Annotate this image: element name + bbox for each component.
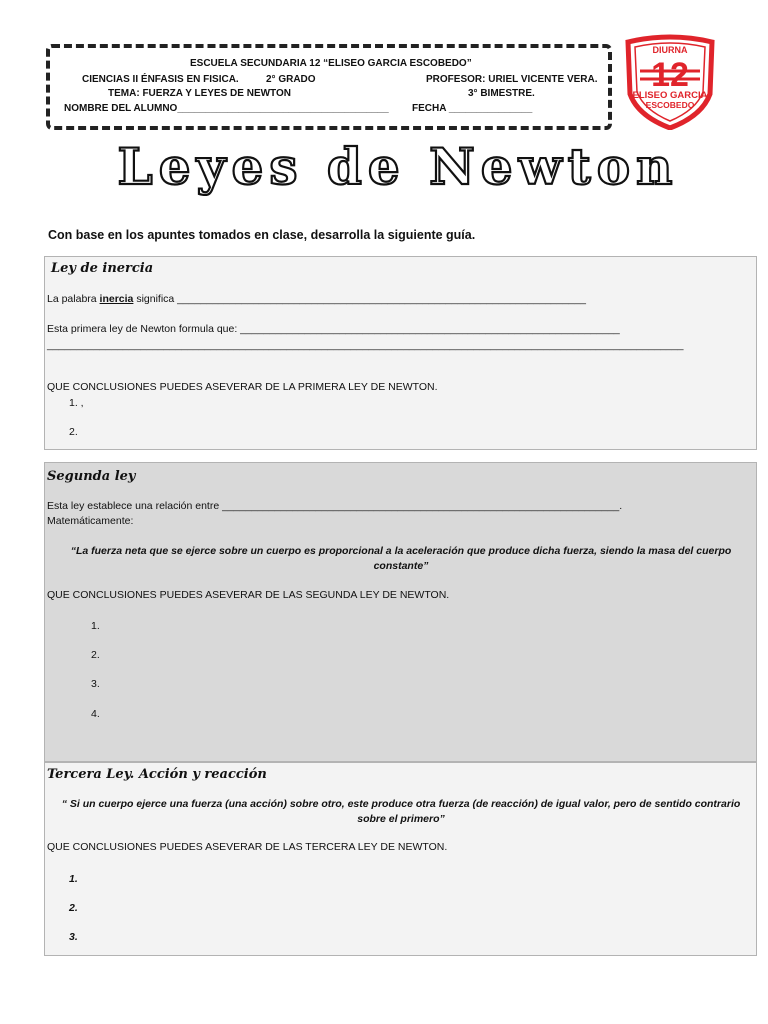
list-item: 4. — [91, 708, 100, 720]
title-art — [118, 138, 678, 196]
section-title: Ley de inercia — [51, 261, 154, 276]
list-item: 3. — [69, 931, 78, 943]
list-item: 2. — [69, 426, 78, 438]
teacher: PROFESOR: URIEL VICENTE VERA. — [426, 74, 598, 85]
grade: 2° GRADO — [266, 74, 316, 85]
relation-line: Esta ley establece una relación entre ____________________________________________________________________. — [47, 500, 623, 512]
date-field: FECHA _______________ — [412, 103, 533, 114]
list-item: 2. — [91, 649, 100, 661]
school-shield-logo — [622, 34, 718, 130]
first-law-formula-line: Esta primera ley de Newton formula que: _________________________________________________________________ — [47, 323, 620, 335]
math-label: Matemáticamente: — [47, 515, 134, 527]
conclusion-question: QUE CONCLUSIONES PUEDES ASEVERAR DE LAS SEGUNDA LEY DE NEWTON. — [47, 589, 450, 601]
list-item: 1. — [91, 620, 100, 632]
section-third-law — [44, 762, 757, 956]
list-item: 1. — [69, 873, 78, 885]
list-item: 3. — [91, 678, 100, 690]
section-second-law — [44, 462, 757, 762]
intro-instruction: Con base en los apuntes tomados en clase, desarrolla la siguiente guía. — [48, 228, 476, 242]
section-title: Segunda ley — [47, 469, 136, 484]
list-item: 2. — [69, 902, 78, 914]
term: 3° BIMESTRE. — [468, 88, 535, 99]
conclusion-question: QUE CONCLUSIONES PUEDES ASEVERAR DE LAS TERCERA LEY DE NEWTON. — [47, 841, 448, 853]
section-title: Tercera Ley. Acción y reacción — [47, 767, 267, 782]
text-post: significa ______________________________________________________________________ — [136, 293, 586, 305]
header-box — [46, 44, 612, 130]
list-item: 1. , — [69, 397, 84, 409]
text-pre: La palabra — [47, 293, 97, 305]
inertia-question-line — [47, 293, 586, 305]
answer-line: _____________________________________________________________________________________________________________ — [47, 339, 684, 351]
student-name-field: NOMBRE DEL ALUMNO______________________________________ — [64, 103, 389, 114]
keyword-inercia: inercia — [99, 293, 134, 305]
logo-line2: ESCOBEDO — [645, 100, 695, 110]
second-law-quote: “La fuerza neta que se ejerce sobre un cuerpo es proporcional a la aceleración que produce dicha fuerza, siendo la masa del cuerpo constante” — [70, 545, 732, 572]
section-first-law — [44, 256, 757, 450]
conclusion-question: QUE CONCLUSIONES PUEDES ASEVERAR DE LA PRIMERA LEY DE NEWTON. — [47, 381, 438, 393]
topic: TEMA: FUERZA Y LEYES DE NEWTON — [108, 88, 291, 99]
logo-number: 12 — [651, 56, 689, 94]
subject: CIENCIAS II ÉNFASIS EN FISICA. — [82, 74, 239, 85]
third-law-quote: “ Si un cuerpo ejerce una fuerza (una acción) sobre otro, este produce otra fuerza (de reacción) de igual valor, pero de sentido contrario sobre el primero” — [61, 798, 741, 825]
logo-line1: ELISEO GARCIA — [632, 90, 708, 101]
page-title: Leyes de Newton — [118, 138, 678, 196]
school-name: ESCUELA SECUNDARIA 12 “ELISEO GARCIA ESCOBEDO” — [190, 58, 472, 69]
logo-top-text: DIURNA — [652, 45, 688, 55]
